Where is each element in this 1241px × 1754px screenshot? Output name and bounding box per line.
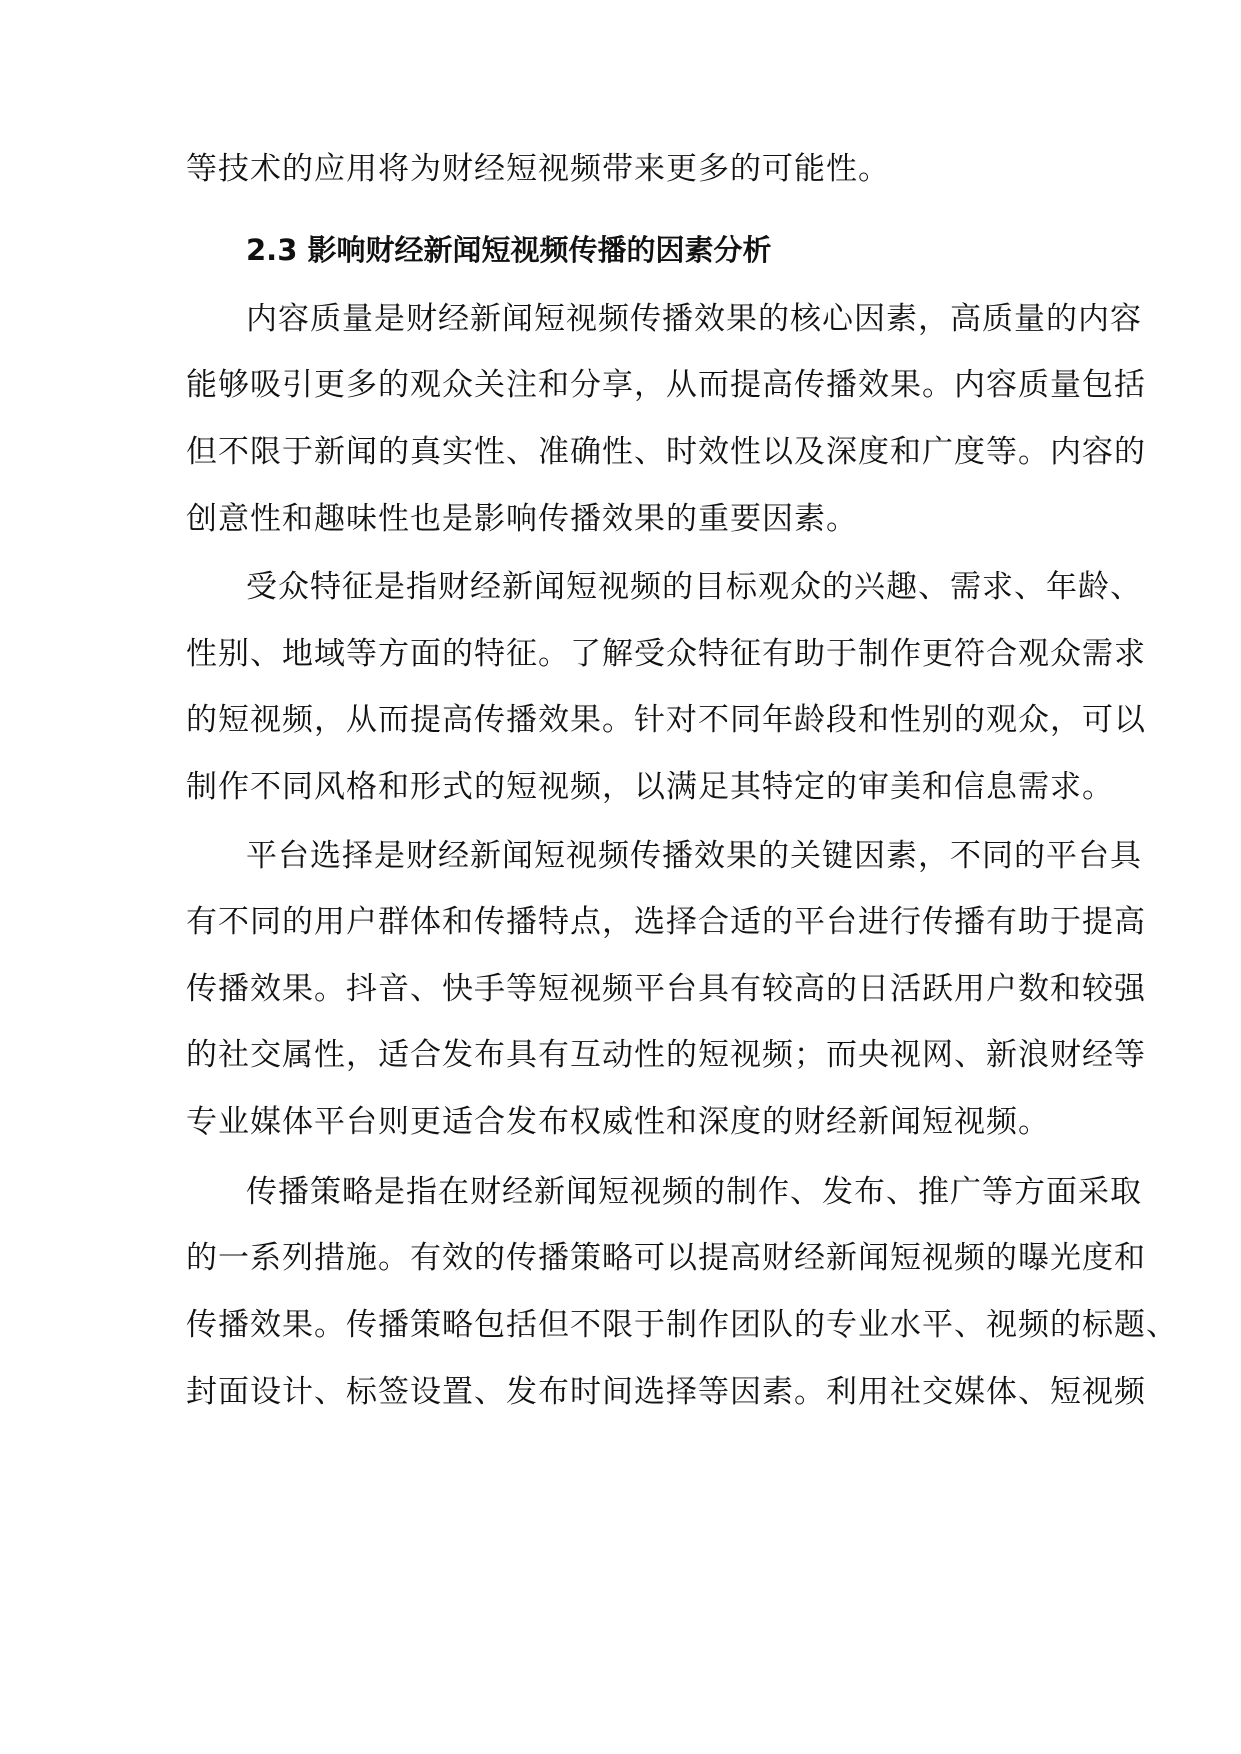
body-text-line: 传播效果。传播策略包括但不限于制作团队的专业水平、视频的标题、 [186, 1307, 1178, 1343]
body-text-line: 传播策略是指在财经新闻短视频的制作、发布、推广等方面采取 [246, 1174, 1142, 1210]
body-text-line: 能够吸引更多的观众关注和分享，从而提高传播效果。内容质量包括 [186, 367, 1146, 403]
body-text-line: 的短视频，从而提高传播效果。针对不同年龄段和性别的观众，可以 [186, 702, 1146, 738]
body-text-line: 性别、地域等方面的特征。了解受众特征有助于制作更符合观众需求 [186, 636, 1146, 672]
body-text-line: 但不限于新闻的真实性、准确性、时效性以及深度和广度等。内容的 [186, 434, 1146, 470]
body-text-line: 封面设计、标签设置、发布时间选择等因素。利用社交媒体、短视频 [186, 1374, 1146, 1410]
body-text-line: 传播效果。抖音、快手等短视频平台具有较高的日活跃用户数和较强 [186, 971, 1146, 1007]
body-text-line: 有不同的用户群体和传播特点，选择合适的平台进行传播有助于提高 [186, 904, 1146, 940]
section-heading: 2.3 影响财经新闻短视频传播的因素分析 [246, 233, 772, 267]
body-text-line: 内容质量是财经新闻短视频传播效果的核心因素，高质量的内容 [246, 301, 1142, 337]
body-text-line: 创意性和趣味性也是影响传播效果的重要因素。 [186, 501, 858, 537]
body-text-line: 专业媒体平台则更适合发布权威性和深度的财经新闻短视频。 [186, 1104, 1050, 1140]
body-text-line: 受众特征是指财经新闻短视频的目标观众的兴趣、需求、年龄、 [246, 569, 1142, 605]
body-text-line: 平台选择是财经新闻短视频传播效果的关键因素，不同的平台具 [246, 838, 1142, 874]
body-text-line: 制作不同风格和形式的短视频，以满足其特定的审美和信息需求。 [186, 769, 1114, 805]
body-text-line: 等技术的应用将为财经短视频带来更多的可能性。 [186, 151, 890, 187]
body-text-line: 的一系列措施。有效的传播策略可以提高财经新闻短视频的曝光度和 [186, 1240, 1146, 1276]
body-text-line: 的社交属性，适合发布具有互动性的短视频；而央视网、新浪财经等 [186, 1037, 1146, 1073]
